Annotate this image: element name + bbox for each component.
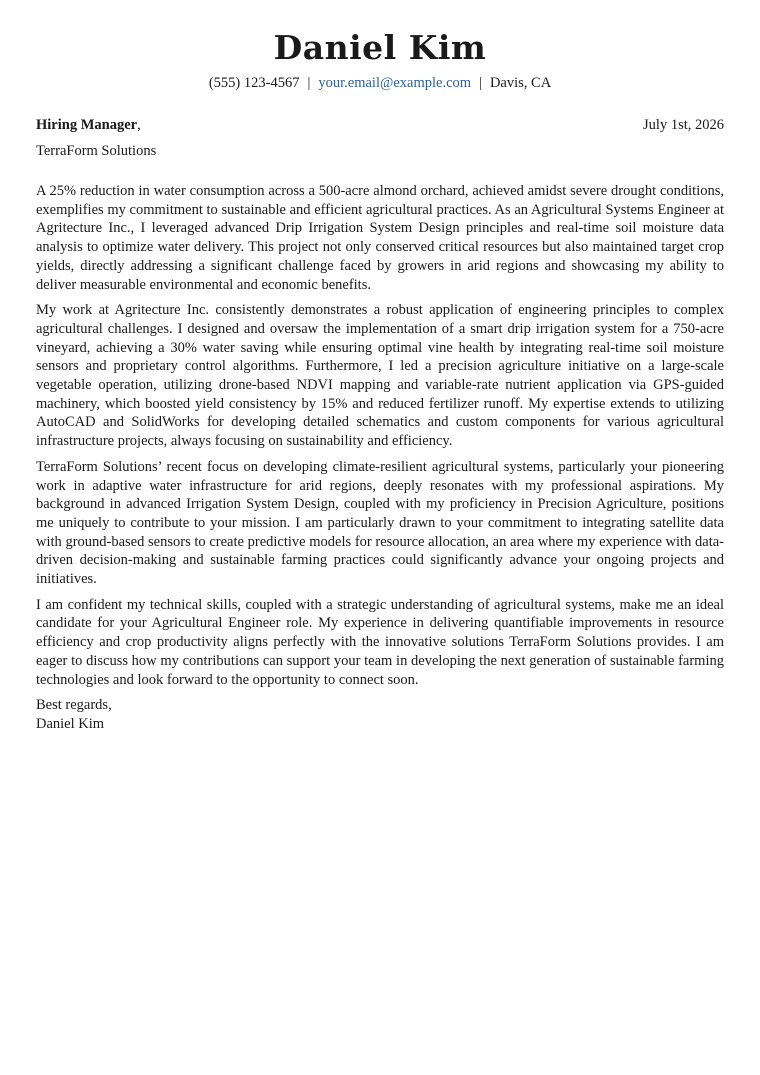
recipient-line	[36, 116, 141, 134]
closing-signature: Daniel Kim	[36, 715, 105, 732]
body-paragraph-4: I am confident my technical skills, coupled with a strategic understanding of agricultural systems, make me an ideal candidate for your Agricultural Engineer role. My experience in delivering quantifiable improvements in resource efficiency and crop productivity aligns perfectly with the innovative solutions TerraForm Solutions provides. I am eager to discuss how my contributions can support your team in developing the next generation of sustainable farming technologies and look forward to the opportunity to connect soon.	[36, 596, 724, 688]
letter-date: July 1st, 2026	[643, 117, 724, 133]
recipient-comma: ,	[137, 117, 141, 133]
recipient-date-row	[36, 116, 724, 134]
body-paragraph-2: My work at Agritecture Inc. consistently demonstrates a robust application of engineering principles to complex agricultural challenges. I designed and oversaw the implementation of a smart drip irrigation system for a 750-acre vineyard, achieving a 30% water saving while ensuring optimal vine health by integrating real-time soil moisture sensors and proprietary control algorithms. Furthermore, I led a precision agriculture initiative on a large-scale vegetable operation, utilizing drone-based NDVI mapping and variable-rate nutrient application via GPS-guided machinery, which boosted yield consistency by 15% and reduced fertilizer runoff. My expertise extends to utilizing AutoCAD and SolidWorks for developing detailed schematics and custom components for various agricultural infrastructure projects, always focusing on sustainability and efficiency.	[36, 302, 724, 450]
body-paragraph-3: TerraForm Solutions’ recent focus on developing climate-resilient agricultural systems, particularly your pioneering work in adaptive water infrastructure for arid regions, deeply resonates with my professional aspirations. My background in advanced Irrigation System Design, coupled with my proficiency in Precision Agriculture, positions me uniquely to contribute to your mission. I am particularly drawn to your commitment to integrating satellite data with ground-based sensors to create predictive models for resource allocation, an area where my experience with data-driven decision-making and sustainable farming practices could significantly advance your ongoing projects and initiatives.	[36, 458, 724, 588]
contact-separator: |	[479, 75, 482, 91]
applicant-name: Daniel Kim	[273, 28, 487, 67]
recipient-company: TerraForm Solutions	[36, 143, 157, 159]
recipient-title: Hiring Manager	[36, 117, 138, 133]
closing-block	[36, 696, 724, 733]
letter-body	[36, 182, 724, 689]
body-paragraph-1: A 25% reduction in water consumption across a 500-acre almond orchard, achieved amidst severe drought conditions, exemplifies my commitment to sustainable and efficient agricultural practices. As an Agricultural Systems Engineer at Agritecture Inc., I leveraged advanced Drip Irrigation System Design principles and real-time soil moisture data analysis to optimize water delivery. This project not only conserved critical resources but also maintained target crop yields, directly addressing a significant challenge faced by growers in arid regions and showcasing my ability to deliver measurable environmental and economic benefits.	[36, 183, 724, 293]
closing-salutation: Best regards,	[36, 697, 112, 714]
contact-line	[36, 74, 724, 92]
email-link[interactable]: your.email@example.com	[318, 75, 472, 91]
contact-separator: |	[307, 75, 311, 91]
location: Davis, CA	[489, 75, 552, 91]
phone-number: (555) 123-4567	[208, 75, 300, 91]
